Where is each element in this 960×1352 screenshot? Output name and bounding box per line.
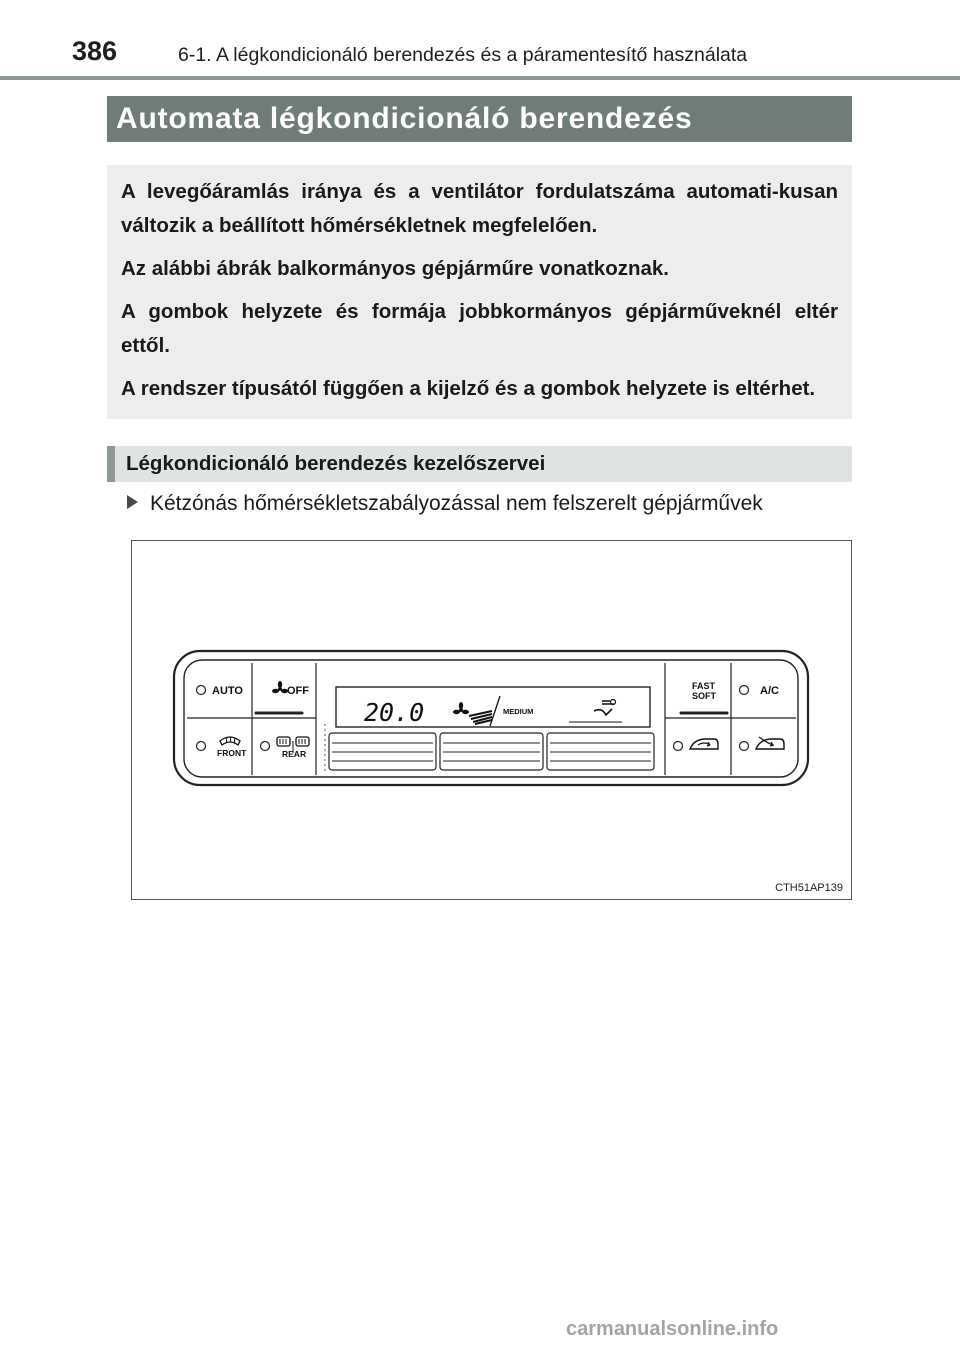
fan-mode-label: MEDIUM (503, 707, 534, 716)
auto-label: AUTO (212, 685, 243, 697)
subheading-text: Légkondicionáló berendezés kezelőszervei (126, 452, 546, 475)
fast-label: FAST (692, 681, 716, 691)
temperature-display (336, 687, 650, 727)
climate-panel-drawing (132, 541, 853, 901)
intro-paragraph: A gombok helyzete és formája jobbkormányos gépjárműveknél eltér ettől. (121, 300, 838, 357)
climate-panel-figure (131, 540, 852, 900)
page-number: 386 (72, 36, 118, 66)
subheading-accent (107, 446, 115, 482)
rear-label: REAR (282, 749, 307, 759)
page-title: Automata légkondicionáló berendezés (116, 102, 693, 135)
bullet-text: Kétzónás hőmérsékletszabályozással nem felszerelt gépjárművek (150, 492, 763, 515)
front-label: FRONT (217, 748, 247, 758)
triangle-bullet-icon (127, 495, 138, 509)
ac-label: A/C (760, 685, 779, 697)
intro-box (107, 165, 852, 419)
temperature-readout: 20.0 (364, 698, 425, 727)
soft-label: SOFT (692, 691, 716, 701)
title-bar (107, 96, 852, 142)
watermark: carmanualsonline.info (566, 1318, 779, 1340)
bullet-item (127, 492, 763, 516)
intro-paragraph: A levegőáramlás iránya és a ventilátor fordulatszáma automati-kusan változik a beállított hőmérsékletnek megfelelően. (121, 180, 838, 237)
fast-soft-button[interactable] (692, 681, 717, 701)
intro-paragraph: Az alábbi ábrák balkormányos gépjárműre vonatkoznak. (121, 257, 669, 280)
running-header: 6-1. A légkondicionáló berendezés és a páramentesítő használata (178, 44, 748, 66)
header-rule (0, 76, 960, 80)
intro-paragraph: A rendszer típusától függően a kijelző és a gombok helyzete is eltérhet. (121, 377, 816, 400)
section-subheading (107, 446, 852, 482)
figure-code: CTH51AP139 (775, 882, 843, 894)
off-label: OFF (287, 685, 309, 697)
